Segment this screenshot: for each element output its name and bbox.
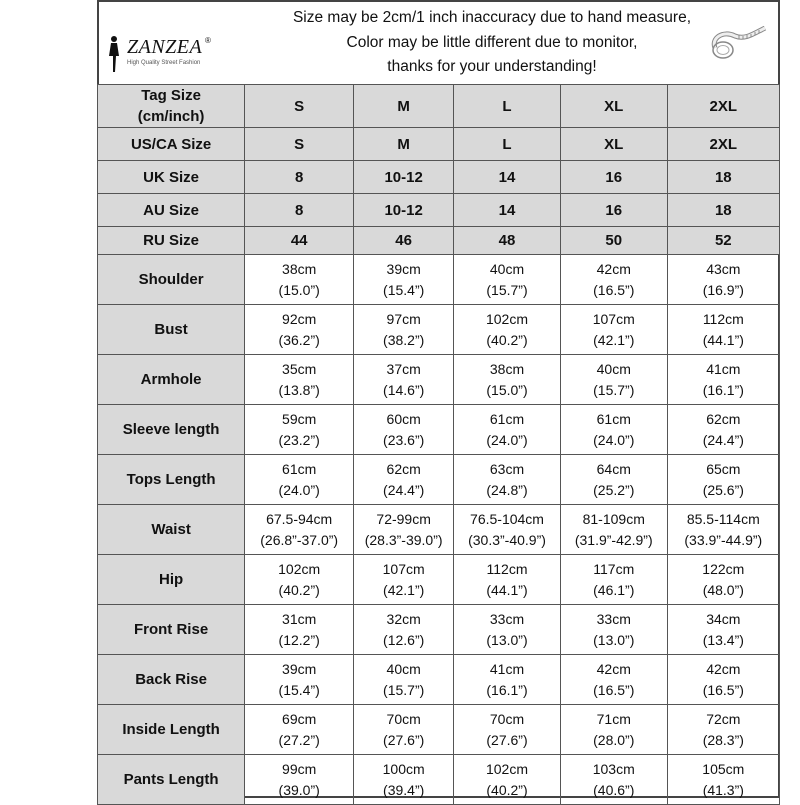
value-cm: 35cm bbox=[282, 360, 317, 377]
value-cm: 41cm bbox=[489, 660, 525, 677]
size-cell: S bbox=[245, 128, 354, 161]
size-cell: M bbox=[354, 128, 454, 161]
measurement-cell bbox=[454, 655, 561, 705]
size-cell: S bbox=[245, 85, 354, 128]
value-inch: (15.0”) bbox=[278, 281, 320, 298]
woman-silhouette-icon bbox=[105, 34, 125, 74]
value-cm: 81-109cm bbox=[582, 510, 645, 527]
size-cell: 16 bbox=[560, 161, 667, 194]
measurement-cell bbox=[667, 505, 779, 555]
value-cm: 76.5-104cm bbox=[470, 510, 544, 527]
notice-line: thanks for your understanding! bbox=[387, 58, 597, 75]
value-inch: (40.6”) bbox=[593, 781, 635, 798]
value-cm: 67.5-94cm bbox=[266, 510, 333, 527]
value-cm: 70cm bbox=[386, 710, 421, 727]
value-inch: (16.1”) bbox=[486, 681, 528, 698]
row-label-unit: (cm/inch) bbox=[137, 108, 205, 125]
value-inch: (23.2”) bbox=[278, 431, 320, 448]
measurement-cell bbox=[245, 255, 354, 305]
size-cell: 8 bbox=[245, 161, 354, 194]
value-inch: (15.7”) bbox=[593, 381, 635, 398]
value-inch: (40.2”) bbox=[486, 781, 528, 798]
measurement-cell bbox=[354, 505, 454, 555]
measurement-row bbox=[98, 505, 780, 555]
brand-name: ZANZEA bbox=[127, 36, 203, 58]
measurement-cell bbox=[245, 555, 354, 605]
value-inch: (44.1”) bbox=[702, 331, 744, 348]
measurement-cell bbox=[354, 305, 454, 355]
measurement-cell bbox=[245, 655, 354, 705]
value-inch: (36.2”) bbox=[278, 331, 320, 348]
measurement-cell bbox=[454, 355, 561, 405]
value-cm: 70cm bbox=[489, 710, 525, 727]
measurement-label: Waist bbox=[98, 505, 245, 555]
measurement-label: Front Rise bbox=[98, 605, 245, 655]
value-inch: (16.1”) bbox=[702, 381, 744, 398]
value-cm: 92cm bbox=[282, 310, 317, 327]
measuring-tape-icon bbox=[709, 26, 769, 62]
measurement-row bbox=[98, 705, 780, 755]
value-cm: 99cm bbox=[282, 760, 317, 777]
measurement-cell bbox=[354, 655, 454, 705]
measurement-cell bbox=[354, 255, 454, 305]
measurement-row bbox=[98, 655, 780, 705]
value-inch: (16.9”) bbox=[702, 281, 744, 298]
value-cm: 71cm bbox=[596, 710, 631, 727]
measurement-cell bbox=[560, 555, 667, 605]
value-inch: (13.4”) bbox=[702, 631, 744, 648]
measurement-label: Back Rise bbox=[98, 655, 245, 705]
value-cm: 61cm bbox=[282, 460, 317, 477]
value-inch: (24.4”) bbox=[702, 431, 744, 448]
value-inch: (46.1”) bbox=[593, 581, 635, 598]
value-inch: (38.2”) bbox=[383, 331, 425, 348]
size-cell: 48 bbox=[454, 227, 561, 255]
value-cm: 105cm bbox=[702, 760, 745, 777]
value-cm: 62cm bbox=[706, 410, 741, 427]
value-inch: (33.9”-44.9”) bbox=[684, 531, 763, 548]
value-cm: 107cm bbox=[382, 560, 425, 577]
measurement-notice bbox=[277, 6, 707, 80]
size-cell: M bbox=[354, 85, 454, 128]
size-cell: 16 bbox=[560, 194, 667, 227]
value-inch: (39.4”) bbox=[383, 781, 425, 798]
value-inch: (12.2”) bbox=[278, 631, 320, 648]
value-cm: 39cm bbox=[386, 260, 421, 277]
value-cm: 117cm bbox=[593, 560, 635, 577]
value-inch: (40.2”) bbox=[278, 581, 320, 598]
measurement-row bbox=[98, 755, 780, 805]
measurement-cell bbox=[560, 405, 667, 455]
value-inch: (13.8”) bbox=[278, 381, 320, 398]
measurement-cell bbox=[667, 755, 779, 805]
measurement-cell bbox=[245, 705, 354, 755]
value-inch: (31.9”-42.9”) bbox=[574, 531, 653, 548]
measurement-cell bbox=[454, 405, 561, 455]
value-cm: 37cm bbox=[386, 360, 421, 377]
measurement-label: Tops Length bbox=[98, 455, 245, 505]
row-label-text: US/CA Size bbox=[130, 135, 212, 153]
trademark-mark: ® bbox=[205, 36, 211, 45]
value-inch: (24.8”) bbox=[486, 481, 528, 498]
measurement-cell bbox=[245, 355, 354, 405]
value-inch: (28.0”) bbox=[593, 731, 635, 748]
value-inch: (41.3”) bbox=[702, 781, 744, 798]
value-inch: (24.0”) bbox=[486, 431, 528, 448]
value-cm: 59cm bbox=[282, 410, 317, 427]
value-inch: (39.0”) bbox=[278, 781, 320, 798]
value-cm: 43cm bbox=[706, 260, 741, 277]
value-cm: 38cm bbox=[489, 360, 525, 377]
measurement-cell bbox=[354, 405, 454, 455]
size-cell: 44 bbox=[245, 227, 354, 255]
value-inch: (15.0”) bbox=[486, 381, 528, 398]
value-inch: (14.6”) bbox=[383, 381, 425, 398]
measurement-cell bbox=[454, 305, 561, 355]
measurement-cell bbox=[560, 305, 667, 355]
size-row bbox=[98, 128, 780, 161]
measurement-cell bbox=[354, 605, 454, 655]
value-cm: 62cm bbox=[386, 460, 421, 477]
measurement-cell bbox=[560, 655, 667, 705]
value-cm: 31cm bbox=[282, 610, 317, 627]
size-cell: 2XL bbox=[667, 85, 779, 128]
value-cm: 72-99cm bbox=[376, 510, 431, 527]
row-label bbox=[98, 128, 245, 161]
measurement-cell bbox=[454, 555, 561, 605]
value-inch: (16.5”) bbox=[593, 681, 635, 698]
size-table-body bbox=[98, 85, 780, 805]
measurement-cell bbox=[667, 355, 779, 405]
value-cm: 32cm bbox=[386, 610, 421, 627]
value-inch: (42.1”) bbox=[383, 581, 425, 598]
measurement-cell bbox=[245, 405, 354, 455]
measurement-row bbox=[98, 455, 780, 505]
measurement-cell bbox=[245, 755, 354, 805]
measurement-cell bbox=[560, 455, 667, 505]
value-cm: 85.5-114cm bbox=[686, 510, 760, 527]
size-cell: XL bbox=[560, 128, 667, 161]
value-cm: 103cm bbox=[592, 760, 635, 777]
measurement-cell bbox=[454, 605, 561, 655]
value-inch: (16.5”) bbox=[702, 681, 744, 698]
value-cm: 40cm bbox=[386, 660, 421, 677]
notice-line: Color may be little different due to monitor, bbox=[346, 33, 638, 51]
measurement-cell bbox=[245, 455, 354, 505]
value-inch: (42.1”) bbox=[593, 331, 635, 348]
size-cell: 8 bbox=[245, 194, 354, 227]
value-inch: (13.0”) bbox=[593, 631, 635, 648]
size-cell: 10-12 bbox=[354, 194, 454, 227]
row-label bbox=[98, 194, 245, 227]
value-cm: 63cm bbox=[489, 460, 525, 477]
measurement-row bbox=[98, 305, 780, 355]
measurement-cell bbox=[354, 705, 454, 755]
measurement-cell bbox=[667, 555, 779, 605]
value-cm: 97cm bbox=[386, 310, 421, 327]
row-label-text: AU Size bbox=[143, 201, 200, 219]
measurement-cell bbox=[245, 305, 354, 355]
value-inch: (25.6”) bbox=[702, 481, 744, 498]
value-cm: 42cm bbox=[706, 660, 741, 677]
value-inch: (15.7”) bbox=[486, 281, 528, 298]
value-cm: 65cm bbox=[706, 460, 741, 477]
value-inch: (44.1”) bbox=[486, 581, 528, 598]
measurement-cell bbox=[354, 455, 454, 505]
size-cell: 50 bbox=[560, 227, 667, 255]
size-cell: 10-12 bbox=[354, 161, 454, 194]
size-cell: 18 bbox=[667, 194, 779, 227]
size-row bbox=[98, 227, 780, 255]
value-inch: (15.4”) bbox=[278, 681, 320, 698]
value-cm: 42cm bbox=[596, 660, 631, 677]
measurement-label: Hip bbox=[98, 555, 245, 605]
size-table bbox=[97, 84, 780, 805]
size-cell: 14 bbox=[454, 194, 561, 227]
value-cm: 122cm bbox=[702, 560, 745, 577]
measurement-cell bbox=[667, 455, 779, 505]
measurement-cell bbox=[454, 705, 561, 755]
value-cm: 107cm bbox=[592, 310, 635, 327]
value-cm: 39cm bbox=[282, 660, 317, 677]
value-inch: (15.4”) bbox=[383, 281, 425, 298]
measurement-cell bbox=[245, 505, 354, 555]
measurement-cell bbox=[560, 505, 667, 555]
value-cm: 102cm bbox=[485, 310, 529, 327]
measurement-label: Inside Length bbox=[98, 705, 245, 755]
value-inch: (12.6”) bbox=[383, 631, 425, 648]
measurement-label: Armhole bbox=[98, 355, 245, 405]
value-cm: 41cm bbox=[706, 360, 741, 377]
measurement-cell bbox=[667, 655, 779, 705]
value-cm: 69cm bbox=[282, 710, 317, 727]
value-cm: 100cm bbox=[382, 760, 425, 777]
measurement-cell bbox=[454, 255, 561, 305]
measurement-cell bbox=[560, 255, 667, 305]
value-cm: 72cm bbox=[706, 710, 741, 727]
row-label bbox=[98, 85, 245, 128]
value-inch: (15.7”) bbox=[383, 681, 425, 698]
size-cell: 2XL bbox=[667, 128, 779, 161]
value-cm: 64cm bbox=[596, 460, 631, 477]
row-label bbox=[98, 227, 245, 255]
measurement-label: Sleeve length bbox=[98, 405, 245, 455]
measurement-label: Bust bbox=[98, 305, 245, 355]
measurement-cell bbox=[454, 505, 561, 555]
value-inch: (28.3”-39.0”) bbox=[364, 531, 443, 548]
measurement-cell bbox=[354, 555, 454, 605]
size-cell: 46 bbox=[354, 227, 454, 255]
value-cm: 38cm bbox=[282, 260, 317, 277]
value-cm: 102cm bbox=[278, 560, 321, 577]
measurement-row bbox=[98, 255, 780, 305]
row-label-text: RU Size bbox=[143, 232, 200, 249]
measurement-cell bbox=[667, 405, 779, 455]
measurement-cell bbox=[667, 605, 779, 655]
size-cell: L bbox=[454, 85, 561, 128]
measurement-cell bbox=[454, 755, 561, 805]
measurement-cell bbox=[560, 705, 667, 755]
value-cm: 34cm bbox=[706, 610, 741, 627]
value-inch: (16.5”) bbox=[593, 281, 635, 298]
brand-tagline: High Quality Street Fashion bbox=[127, 60, 201, 66]
value-cm: 42cm bbox=[596, 260, 631, 277]
measurement-row bbox=[98, 355, 780, 405]
size-row bbox=[98, 161, 780, 194]
value-inch: (26.8”-37.0”) bbox=[260, 531, 339, 548]
size-cell: L bbox=[454, 128, 561, 161]
measurement-cell bbox=[354, 355, 454, 405]
row-label bbox=[98, 161, 245, 194]
value-inch: (27.6”) bbox=[486, 731, 528, 748]
brand-logo bbox=[105, 36, 215, 76]
value-cm: 112cm bbox=[486, 560, 528, 577]
size-cell: 14 bbox=[454, 161, 561, 194]
value-inch: (25.2”) bbox=[593, 481, 635, 498]
measurement-row bbox=[98, 605, 780, 655]
value-cm: 102cm bbox=[485, 760, 529, 777]
measurement-cell bbox=[354, 755, 454, 805]
value-inch: (23.6”) bbox=[383, 431, 425, 448]
value-cm: 33cm bbox=[596, 610, 631, 627]
measurement-label: Shoulder bbox=[98, 255, 245, 305]
measurement-cell bbox=[560, 755, 667, 805]
notice-line: Size may be 2cm/1 inch inaccuracy due to hand measure, bbox=[292, 9, 692, 26]
value-inch: (27.6”) bbox=[383, 731, 425, 748]
measurement-cell bbox=[454, 455, 561, 505]
value-cm: 61cm bbox=[489, 410, 525, 427]
value-inch: (28.3”) bbox=[702, 731, 744, 748]
value-cm: 61cm bbox=[596, 410, 631, 427]
measurement-cell bbox=[667, 305, 779, 355]
size-cell: 18 bbox=[667, 161, 779, 194]
chart-header bbox=[97, 0, 780, 84]
value-cm: 60cm bbox=[386, 410, 421, 427]
measurement-cell bbox=[245, 605, 354, 655]
value-inch: (24.4”) bbox=[383, 481, 425, 498]
value-inch: (13.0”) bbox=[486, 631, 528, 648]
measurement-cell bbox=[667, 705, 779, 755]
value-inch: (48.0”) bbox=[702, 581, 744, 598]
measurement-label: Pants Length bbox=[98, 755, 245, 805]
measurement-row bbox=[98, 405, 780, 455]
size-row bbox=[98, 85, 780, 128]
value-inch: (24.0”) bbox=[593, 431, 635, 448]
measurement-cell bbox=[560, 605, 667, 655]
value-inch: (27.2”) bbox=[278, 731, 320, 748]
row-label-text: UK Size bbox=[143, 168, 200, 186]
measurement-cell bbox=[560, 355, 667, 405]
measurement-cell bbox=[667, 255, 779, 305]
value-cm: 40cm bbox=[489, 260, 525, 277]
value-inch: (30.3”-40.9”) bbox=[468, 531, 546, 548]
size-cell: XL bbox=[560, 85, 667, 128]
value-cm: 40cm bbox=[596, 360, 631, 377]
value-inch: (40.2”) bbox=[486, 331, 528, 348]
size-row bbox=[98, 194, 780, 227]
size-cell: 52 bbox=[667, 227, 779, 255]
value-cm: 112cm bbox=[702, 310, 744, 327]
value-inch: (24.0”) bbox=[278, 481, 320, 498]
value-cm: 33cm bbox=[489, 610, 525, 627]
measurement-row bbox=[98, 555, 780, 605]
row-label-text: Tag Size bbox=[141, 87, 201, 104]
